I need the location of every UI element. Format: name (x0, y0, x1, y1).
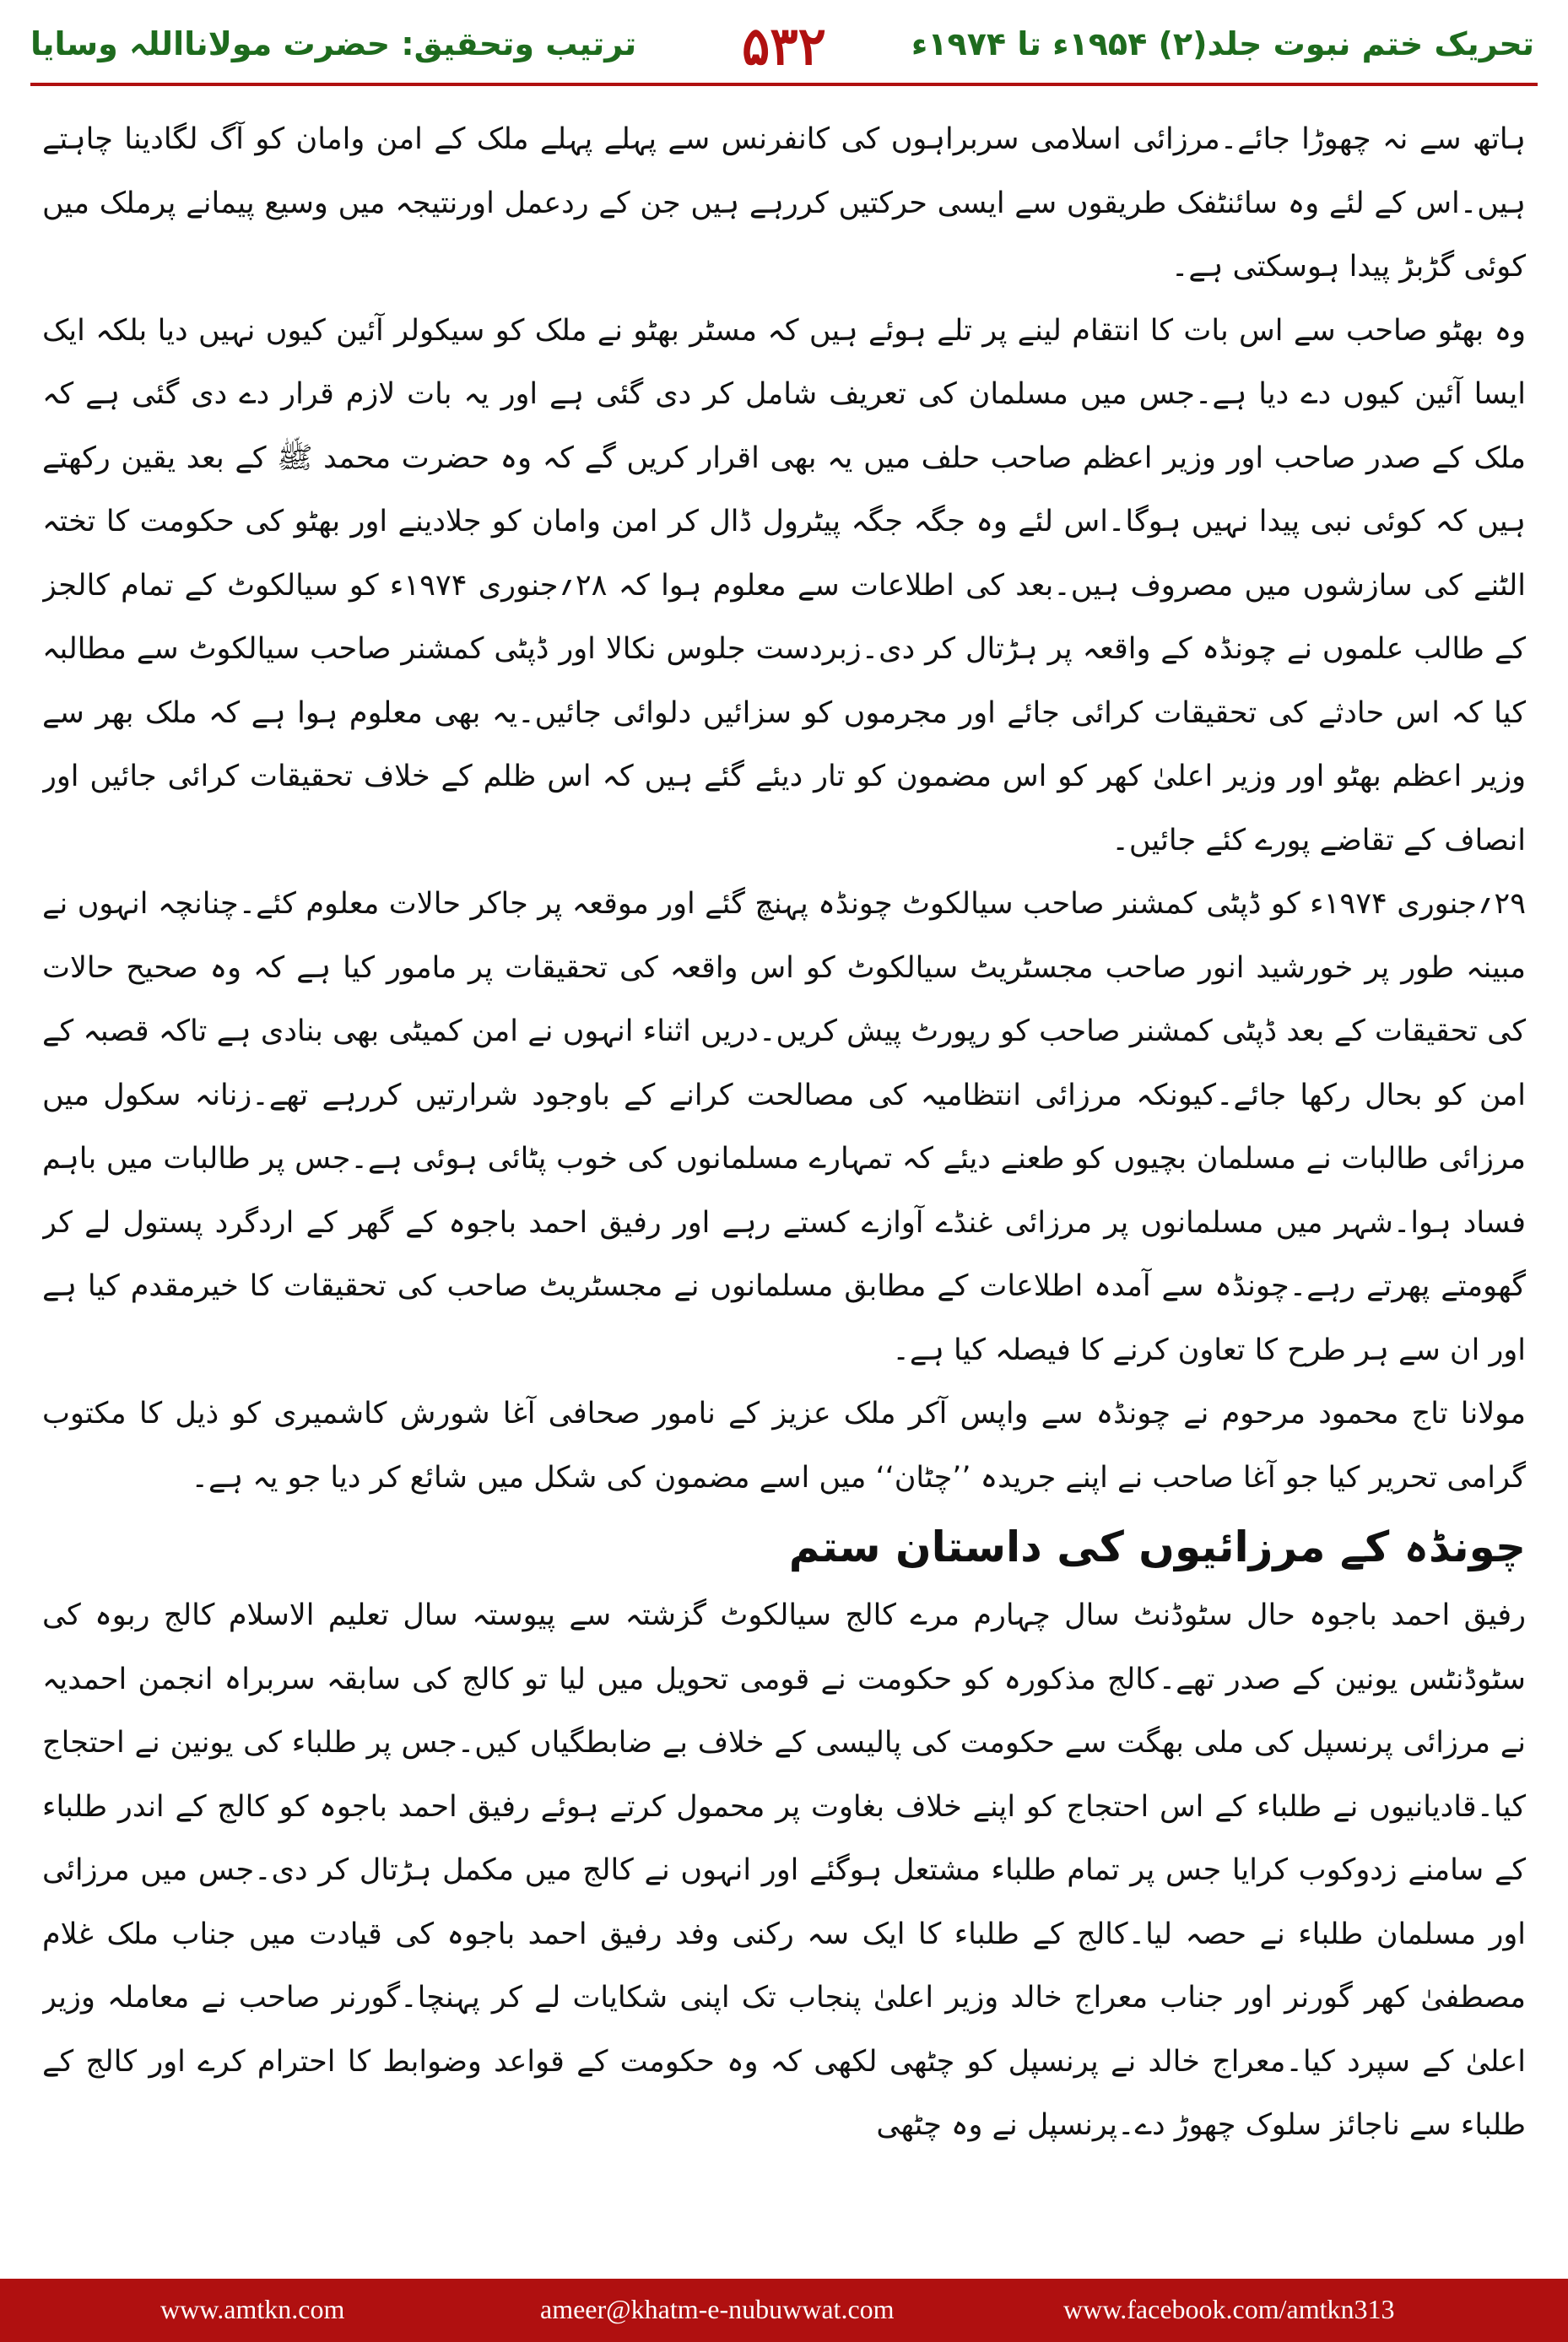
paragraph-1: ہاتھ سے نہ چھوڑا جائے۔مرزائی اسلامی سربراہوں کی کانفرنس سے پہلے پہلے ملک کے امن وامان کو آگ لگادینا چاہتے ہیں۔اس کے لئے وہ سائنٹفک طریقوں سے ایسی حرکتیں کررہے ہیں جن کے ردعمل اورنتیجہ میں وسیع پیمانے پرملک میں کوئی گڑبڑ پیدا ہوسکتی ہے۔ (42, 122, 1526, 284)
section-heading: چونڈہ کے مرزائیوں کی داستان ستم (788, 1523, 1526, 1571)
compiler-credit: ترتیب وتحقیق: حضرت مولانااللہ وسایا (30, 25, 637, 62)
page-number: ۵۳۲ (742, 15, 826, 77)
book-title: تحریک ختم نبوت جلد(۲) ۱۹۵۴ء تا ۱۹۷۴ء (911, 25, 1534, 62)
footer-email-link[interactable]: ameer@khatm-e-nubuwwat.com (540, 2294, 895, 2324)
paragraph-2: وہ بھٹو صاحب سے اس بات کا انتقام لینے پر تلے ہوئے ہیں کہ مسٹر بھٹو نے ملک کو سیکولر آئین کیوں نہیں دیا بلکہ ایک ایسا آئین کیوں دے دیا ہے۔جس میں مسلمان کی تعریف شامل کر دی گئی ہے اور یہ بات لازم قرار دے دی گئی ہے کہ ملک کے صدر صاحب اور وزیر اعظم صاحب حلف میں یہ بھی اقرار کریں گے کہ وہ حضرت محمد ﷺ کے بعد یقین رکھتے ہیں کہ کوئی نبی پیدا نہیں ہوگا۔اس لئے وہ جگہ جگہ پیٹرول ڈال کر امن وامان کو جلادینے اور بھٹو کی حکومت کا تختہ الٹنے کی سازشوں میں مصروف ہیں۔بعد کی اطلاعات سے معلوم ہوا کہ ۲۸؍جنوری ۱۹۷۴ء کو سیالکوٹ کے تمام کالجز کے طالب علموں نے چونڈہ کے واقعہ پر ہڑتال کر دی۔زبردست جلوس نکالا اور ڈپٹی کمشنر صاحب سیالکوٹ سے مطالبہ کیا کہ اس حادثے کی تحقیقات کرائی جائے اور مجرموں کو سزائیں دلوائی جائیں۔یہ بھی معلوم ہوا ہے کہ ملک بھر سے وزیر اعظم بھٹو اور وزیر اعلیٰ کھر کو اس مضمون کو تار دیئے گئے ہیں کہ اس ظلم کے خلاف تحقیقات کرائی جائیں اور انصاف کے تقاضے پورے کئے جائیں۔ (42, 313, 1526, 857)
header-divider (30, 83, 1538, 86)
page-footer (0, 2279, 1568, 2342)
footer-website-link[interactable]: www.amtkn.com (160, 2294, 345, 2324)
paragraph-3: ۲۹؍جنوری ۱۹۷۴ء کو ڈپٹی کمشنر صاحب سیالکوٹ چونڈہ پہنچ گئے اور موقعہ پر جاکر حالات معلوم کئے۔چنانچہ انہوں نے مبینہ طور پر خورشید انور صاحب مجسٹریٹ سیالکوٹ کو اس واقعہ کی تحقیقات پر مامور کیا ہے کہ وہ صحیح حالات کی تحقیقات کے بعد ڈپٹی کمشنر صاحب کو رپورٹ پیش کریں۔دریں اثناء انہوں نے امن کمیٹی بھی بنادی ہے تاکہ قصبہ کے امن کو بحال رکھا جائے۔کیونکہ مرزائی انتظامیہ کی مصالحت کرانے کے باوجود شرارتیں کررہے تھے۔زنانہ سکول میں مرزائی طالبات نے مسلمان بچیوں کو طعنے دیئے کہ تمہارے مسلمانوں کی خوب پٹائی ہوئی ہے۔جس پر طالبات میں باہم فساد ہوا۔شہر میں مسلمانوں پر مرزائی غنڈے آوازے کستے رہے اور رفیق احمد باجوہ کے گھر کے اردگرد پستول لے کر گھومتے پھرتے رہے۔چونڈہ سے آمدہ اطلاعات کے مطابق مسلمانوں نے مجسٹریٹ صاحب کی تحقیقات کا خیرمقدم کیا ہے اور ان سے ہر طرح کا تعاون کرنے کا فیصلہ کیا ہے۔ (42, 887, 1526, 1367)
paragraph-4: مولانا تاج محمود مرحوم نے چونڈہ سے واپس آکر ملک عزیز کے نامور صحافی آغا شورش کاشمیری کو ذیل کا مکتوب گرامی تحریر کیا جو آغا صاحب نے اپنے جریدہ ’’چٹان‘‘ میں اسے مضمون کی شکل میں شائع کر دیا جو یہ ہے۔ (42, 1397, 1526, 1495)
footer-facebook-link[interactable]: www.facebook.com/amtkn313 (1063, 2294, 1395, 2324)
page-body (42, 108, 1526, 2269)
paragraph-5: رفیق احمد باجوہ حال سٹوڈنٹ سال چہارم مرے کالج سیالکوٹ گزشتہ سے پیوستہ سال تعلیم الاسلام کالج ربوہ کی سٹوڈنٹس یونین کے صدر تھے۔کالج مذکورہ کو حکومت نے قومی تحویل میں لیا تو کالج کی سابقہ سربراہ انجمن احمدیہ نے مرزائی پرنسپل کی ملی بھگت سے حکومت کی پالیسی کے خلاف بے ضابطگیاں کیں۔جس پر طلباء کی یونین نے احتجاج کیا۔قادیانیوں نے طلباء کے اس احتجاج کو اپنے خلاف بغاوت پر محمول کرتے ہوئے رفیق احمد باجوہ کو کالج کے اندر طلباء کے سامنے زدوکوب کرایا جس پر تمام طلباء مشتعل ہوگئے اور انہوں نے کالج میں مکمل ہڑتال کر دی۔جس میں مرزائی اور مسلمان طلباء نے حصہ لیا۔کالج کے طلباء کا ایک سہ رکنی وفد رفیق احمد باجوہ کی قیادت میں جناب ملک غلام مصطفیٰ کھر گورنر اور جناب معراج خالد وزیر اعلیٰ پنجاب تک اپنی شکایات لے کر پہنچا۔گورنر صاحب نے معاملہ وزیر اعلیٰ کے سپرد کیا۔معراج خالد نے پرنسپل کو چٹھی لکھی کہ وہ حکومت کے قواعد وضوابط کا احترام کرے اور کالج کے طلباء سے ناجائز سلوک چھوڑ دے۔پرنسپل نے وہ چٹھی (42, 1598, 1526, 2142)
page-header (0, 0, 1568, 101)
